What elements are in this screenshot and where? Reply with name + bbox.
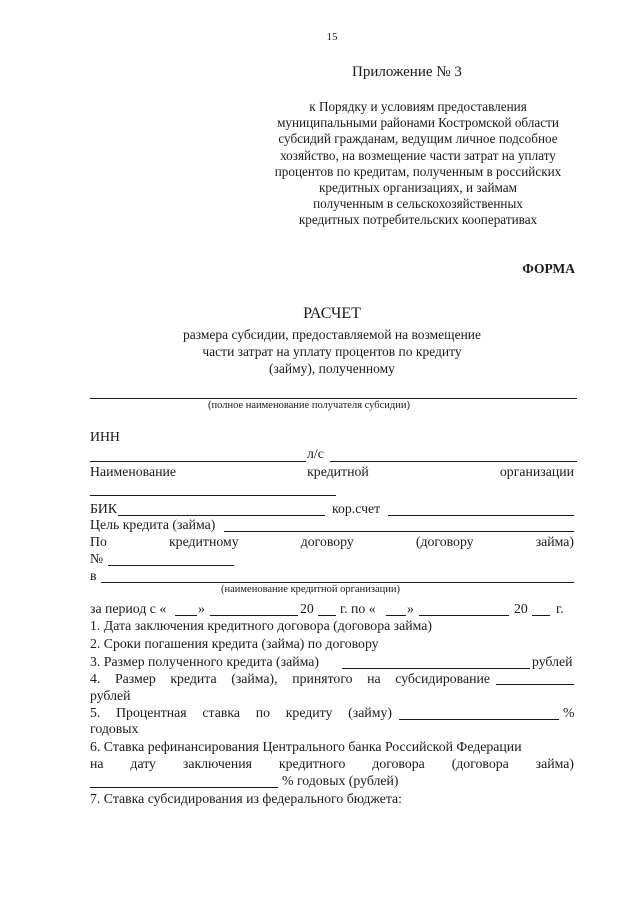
word: организации xyxy=(499,464,574,479)
word: займа) xyxy=(535,534,574,549)
period-quote: » xyxy=(407,601,414,616)
calc-subtitle-line: размера субсидии, предоставляемой на возмещение xyxy=(182,327,482,342)
word: займа) xyxy=(535,756,574,771)
item-2: 2. Сроки погашения кредита (займа) по договору xyxy=(90,636,379,651)
period-quote: » xyxy=(198,601,205,616)
item-3-unit: рублей xyxy=(532,654,573,669)
word: 4. xyxy=(90,671,101,686)
inn-label: ИНН xyxy=(90,429,120,444)
item-6-tail: % годовых (рублей) xyxy=(282,773,399,788)
item-4-label xyxy=(90,671,490,687)
contract-label xyxy=(90,534,574,550)
period-end-day-field[interactable] xyxy=(386,615,406,616)
item-5-unit: % xyxy=(563,705,575,720)
period-start-day-field[interactable] xyxy=(175,615,197,616)
bank-name-field[interactable] xyxy=(101,582,574,583)
bik-field[interactable] xyxy=(118,515,325,516)
purpose-field[interactable] xyxy=(224,531,574,532)
item-5-tail: годовых xyxy=(90,721,139,736)
word: (займу) xyxy=(348,705,392,720)
recipient-name-field[interactable] xyxy=(90,398,577,399)
word: принятого xyxy=(292,671,353,686)
kor-schet-label: кор.счет xyxy=(332,501,381,516)
inn-field[interactable] xyxy=(90,461,306,462)
item-5-label xyxy=(90,705,392,721)
item-1: 1. Дата заключения кредитного договора (договора займа) xyxy=(90,618,432,633)
word: кредиту xyxy=(285,705,333,720)
item-7: 7. Ставка субсидирования из федерального бюджета: xyxy=(90,791,402,806)
period-end-year-field[interactable] xyxy=(532,615,550,616)
period-start-year-field[interactable] xyxy=(318,615,336,616)
word: Размер xyxy=(114,671,156,686)
word: Процентная xyxy=(116,705,187,720)
calc-title: РАСЧЕТ xyxy=(303,305,361,322)
contract-number-field[interactable] xyxy=(108,565,234,566)
annex-subtitle-line: к Порядку и условиям предоставления xyxy=(309,99,527,114)
word: по xyxy=(255,705,270,720)
word: дату xyxy=(130,756,156,771)
period-mid-label: г. по « xyxy=(340,601,376,616)
word: договору xyxy=(300,534,354,549)
word: кредитному xyxy=(168,534,239,549)
annex-title: Приложение № 3 xyxy=(352,64,462,80)
period-start-month-field[interactable] xyxy=(210,615,298,616)
calc-subtitle-line: части затрат на уплату процентов по кредиту xyxy=(202,343,462,359)
item-3-label: 3. Размер полученного кредита (займа) xyxy=(90,654,319,669)
org-name-label xyxy=(90,464,574,480)
annex-subtitle xyxy=(220,99,616,229)
word: (займа), xyxy=(231,671,278,686)
period-end-month-field[interactable] xyxy=(419,615,509,616)
period-end-year-prefix: 20 xyxy=(514,601,528,616)
item-6-line1: 6. Ставка рефинансирования Центрального банка Российской Федерации xyxy=(90,739,522,754)
annex-subtitle-line: муниципальными районами Костромской области xyxy=(277,115,559,131)
item-3-field[interactable] xyxy=(342,668,530,669)
word: (договору xyxy=(415,534,474,549)
ls-label: л/с xyxy=(307,446,324,461)
period-from-label: за период с « xyxy=(90,601,167,616)
annex-subtitle-line: кредитных организациях, и займам xyxy=(319,180,517,196)
word: По xyxy=(90,534,107,549)
item-4-field[interactable] xyxy=(496,684,574,685)
period-end-label: г. xyxy=(556,601,564,616)
annex-subtitle-line: процентов по кредитам, полученным в российских xyxy=(274,163,562,179)
word: 5. xyxy=(90,705,101,720)
word: кредитной xyxy=(307,464,369,479)
item-4-unit: рублей xyxy=(90,688,131,703)
recipient-caption: (полное наименование получателя субсидии) xyxy=(208,400,410,411)
number-sign: № xyxy=(90,551,104,566)
word: ставка xyxy=(202,705,240,720)
word: кредита xyxy=(170,671,217,686)
annex-subtitle-line: полученным в сельскохозяйственных xyxy=(313,196,523,212)
org-name-field[interactable] xyxy=(90,495,336,496)
ls-field[interactable] xyxy=(330,461,577,462)
calc-subtitle-line: (займу), полученному xyxy=(269,360,395,376)
item-6-line2 xyxy=(90,756,574,772)
item-5-field[interactable] xyxy=(399,719,559,720)
word: (договора xyxy=(451,756,509,771)
annex-subtitle-line: хозяйство, на возмещение части затрат на уплату xyxy=(280,147,556,163)
word: кредитного xyxy=(278,756,346,771)
word: заключения xyxy=(182,756,252,771)
word: на xyxy=(90,756,104,771)
annex-subtitle-line: субсидий гражданам, ведущим личное подсобное xyxy=(278,131,558,147)
word: субсидирование xyxy=(395,671,490,686)
purpose-label: Цель кредита (займа) xyxy=(90,517,216,532)
kor-schet-field[interactable] xyxy=(388,515,574,516)
page-number: 15 xyxy=(326,31,338,43)
item-6-field[interactable] xyxy=(90,787,278,788)
org-caption: (наименование кредитной организации) xyxy=(221,584,400,595)
period-start-year-prefix: 20 xyxy=(300,601,314,616)
in-prefix: в xyxy=(90,568,97,583)
form-label: ФОРМА xyxy=(522,261,575,276)
annex-subtitle-line: кредитных потребительских кооперативах xyxy=(298,212,538,228)
word: на xyxy=(367,671,381,686)
word: договора xyxy=(372,756,425,771)
word: Наименование xyxy=(90,464,176,479)
bik-label: БИК xyxy=(90,501,118,516)
calc-subtitle xyxy=(90,327,574,377)
